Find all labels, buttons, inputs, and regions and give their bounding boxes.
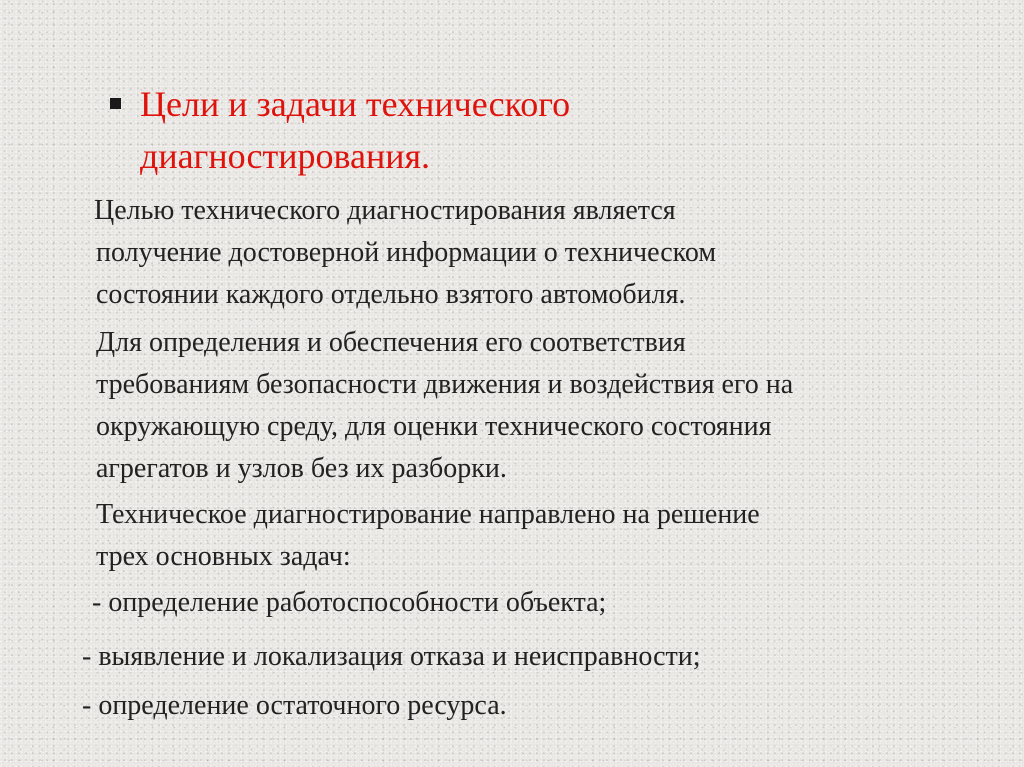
task-item-residual-resource: - определение остаточного ресурса. [82, 690, 507, 721]
paragraph-line: трех основных задач: [96, 541, 351, 572]
paragraph-line: Техническое диагностирование направлено на решение [96, 499, 760, 530]
slide-title [140, 78, 900, 182]
task-item-operability: - определение работоспособности объекта; [92, 587, 607, 618]
title-line-1: Цели и задачи технического [140, 84, 571, 124]
paragraph-line: агрегатов и узлов без их разборки. [96, 453, 507, 484]
square-bullet-icon [110, 98, 121, 109]
paragraph-goal [96, 190, 956, 316]
paragraph-line: состоянии каждого отдельно взятого автомобиля. [96, 279, 686, 310]
task-item-fault-localization: - выявление и локализация отказа и неисправности; [82, 641, 701, 672]
paragraph-line: Для определения и обеспечения его соответствия [96, 327, 686, 358]
paragraph-purpose [96, 322, 976, 490]
paragraph-line: Целью технического диагностирования является [94, 195, 676, 226]
paragraph-line: получение достоверной информации о техническом [96, 237, 717, 268]
paragraph-tasks-intro [96, 494, 976, 578]
paragraph-line: требованиям безопасности движения и воздействия его на [96, 369, 794, 400]
title-line-2: диагностирования. [140, 136, 431, 176]
paragraph-line: окружающую среду, для оценки технического состояния [96, 411, 772, 442]
